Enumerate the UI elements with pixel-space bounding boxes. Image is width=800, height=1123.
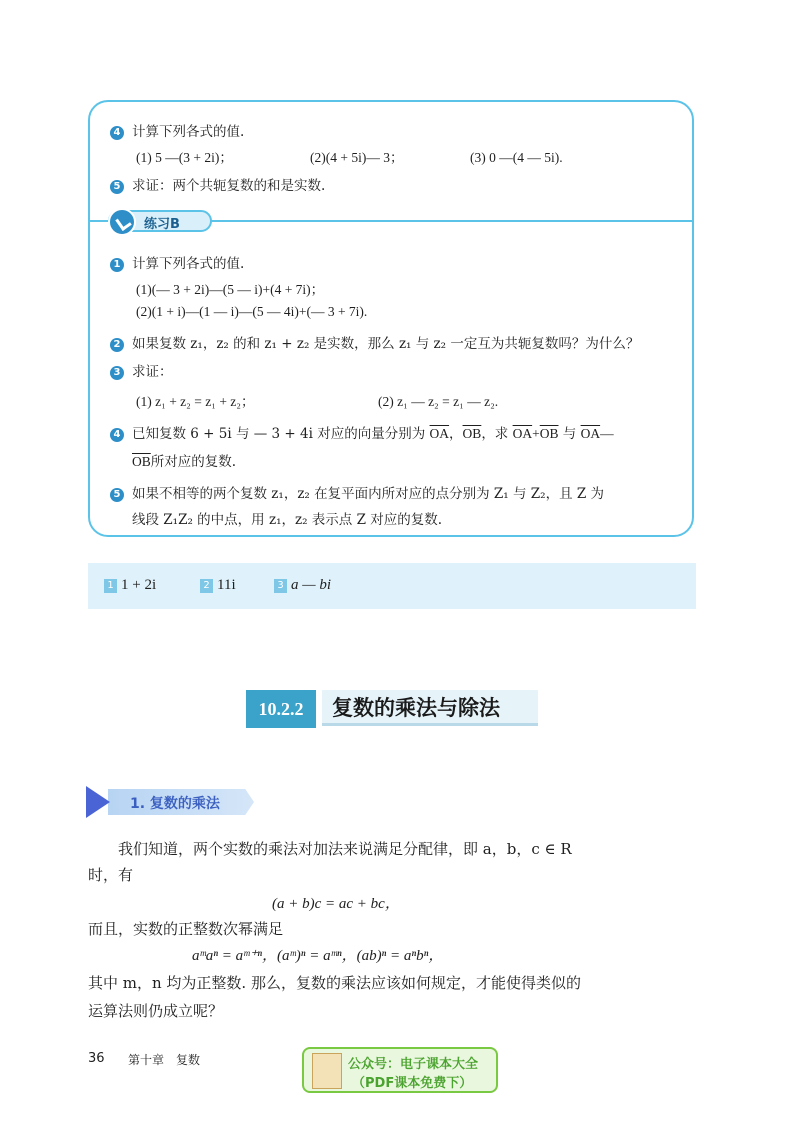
answer-value: a — bi <box>291 577 332 593</box>
chapter-label: 第十章 复数 <box>128 1053 201 1067</box>
answer-number: 2 <box>200 579 213 593</box>
vector-ob: $\overline{OB}$ <box>132 454 151 469</box>
answer-value: 11i <box>217 577 236 593</box>
question-text: 计算下列各式的值. <box>132 256 245 272</box>
body-text: 而且，实数的正整数次幂满足 <box>88 920 284 938</box>
exercise-b-q2 <box>110 332 692 352</box>
answer-number: 1 <box>104 579 117 593</box>
question-text: 已知复数 6 + 5i 与 — 3 + 4i 对应的向量分别为 <box>132 426 426 442</box>
exercise-a-q4 <box>110 120 692 140</box>
answer-value: 1 + 2i <box>121 577 157 593</box>
watermark-stamp <box>302 1047 498 1093</box>
question-text: 如果不相等的两个复数 z₁，z₂ 在复平面内所对应的点分别为 Z₁ 与 Z₂，且 Z 为 <box>132 486 605 502</box>
vector-oa: $\overline{OA}$ <box>512 426 533 441</box>
question-text: 求证：两个共轭复数的和是实数. <box>132 178 326 194</box>
question-text: 如果复数 z₁，z₂ 的和 z₁ + z₂ 是实数，那么 z₁ 与 z₂ 一定互为共轭复数吗？为什么？ <box>132 336 640 352</box>
question-text: 所对应的复数. <box>150 454 237 470</box>
exercise-b-q1-item: (1)(— 3 + 2i)—(5 — i)+(4 + 7i)； <box>136 282 325 297</box>
answer-item <box>200 577 236 594</box>
vector-oa: $\overline{OA}$ <box>429 426 450 441</box>
question-number: 4 <box>110 126 124 140</box>
exercise-b-q4-line2 <box>132 450 692 470</box>
section-heading: 复数的乘法与除法 <box>322 690 538 726</box>
body-text: 我们知道，两个实数的乘法对加法来说满足分配律，即 a，b，c ∈ R <box>118 840 572 858</box>
question-number: 4 <box>110 428 124 442</box>
minus-sign: — <box>600 426 614 441</box>
vector-ob: $\overline{OB}$ <box>462 426 482 441</box>
vector-oa: $\overline{OA}$ <box>580 426 601 441</box>
exercise-b-q5 <box>110 482 692 502</box>
subsection-title <box>86 786 256 818</box>
plus-sign: + <box>532 426 540 441</box>
subsection-label: 1. 复数的乘法 <box>130 796 220 812</box>
sub-item: (2)(4 + 5i)— 3； <box>310 150 404 165</box>
arrow-icon <box>86 786 110 818</box>
question-number: 1 <box>110 258 124 272</box>
answer-number: 3 <box>274 579 287 593</box>
vector-ob: $\overline{OB}$ <box>539 426 559 441</box>
exercise-b-label: 练习B <box>144 217 180 232</box>
section-title <box>246 690 538 728</box>
question-number: 5 <box>110 488 124 502</box>
sub-item: (1) 5 —(3 + 2i)； <box>136 150 233 165</box>
answer-item <box>274 577 331 594</box>
sub-item: (1) z₁ + z₂ = z₁ + z₂； <box>136 394 255 409</box>
exercise-box <box>88 100 694 537</box>
page-number: 36 <box>88 1051 105 1066</box>
pencil-check-icon <box>108 208 136 236</box>
connector-text: ，求 <box>481 426 509 442</box>
exercise-b-q4: 4 已知复数 6 + 5i 与 — 3 + 4i 对应的向量分别为 $\overline{OA}$，$\overline{OB}$，求 $\overline{OA}+\overline{OB}$ 与 $\overline{OA}—$ <box>110 422 692 442</box>
question-text: 求证： <box>132 364 173 380</box>
exercise-b-q1 <box>110 252 692 272</box>
sub-item: (3) 0 —(4 — 5i). <box>470 150 563 165</box>
exercise-b-badge <box>108 210 212 232</box>
exercise-b-q3-items <box>136 390 692 410</box>
question-number: 5 <box>110 180 124 194</box>
sub-item: (2) z₁ — z₂ = z₁ — z₂. <box>378 394 499 409</box>
exercise-a-q4-items <box>136 146 692 166</box>
formula: aᵐaⁿ = aᵐ⁺ⁿ，(aᵐ)ⁿ = aᵐⁿ，(ab)ⁿ = aⁿbⁿ， <box>192 948 444 964</box>
exercise-b-q3 <box>110 360 692 380</box>
connector-text: 与 <box>562 426 577 442</box>
exercise-a-q5 <box>110 174 692 194</box>
stamp-line: （PDF课本免费下） <box>352 1076 473 1091</box>
body-text: 时，有 <box>88 866 134 884</box>
exercise-b-q1-item: (2)(1 + i)—(1 — i)—(5 — 4i)+(— 3 + 7i). <box>136 304 368 319</box>
question-text: 计算下列各式的值. <box>132 124 245 140</box>
question-number: 2 <box>110 338 124 352</box>
exercise-b-q5-line2: 线段 Z₁Z₂ 的中点，用 z₁，z₂ 表示点 Z 对应的复数. <box>132 512 443 528</box>
question-number: 3 <box>110 366 124 380</box>
section-number: 10.2.2 <box>246 690 316 728</box>
stamp-line: 公众号：电子课本大全 <box>348 1057 479 1072</box>
body-text: 其中 m，n 均为正整数. 那么，复数的乘法应该如何规定，才能使得类似的 <box>88 974 581 992</box>
formula: (a + b)c = ac + bc， <box>272 896 400 912</box>
answer-item <box>104 577 156 594</box>
book-icon <box>312 1053 342 1089</box>
body-text: 运算法则仍成立呢？ <box>88 1002 224 1020</box>
answers-strip <box>88 563 696 609</box>
